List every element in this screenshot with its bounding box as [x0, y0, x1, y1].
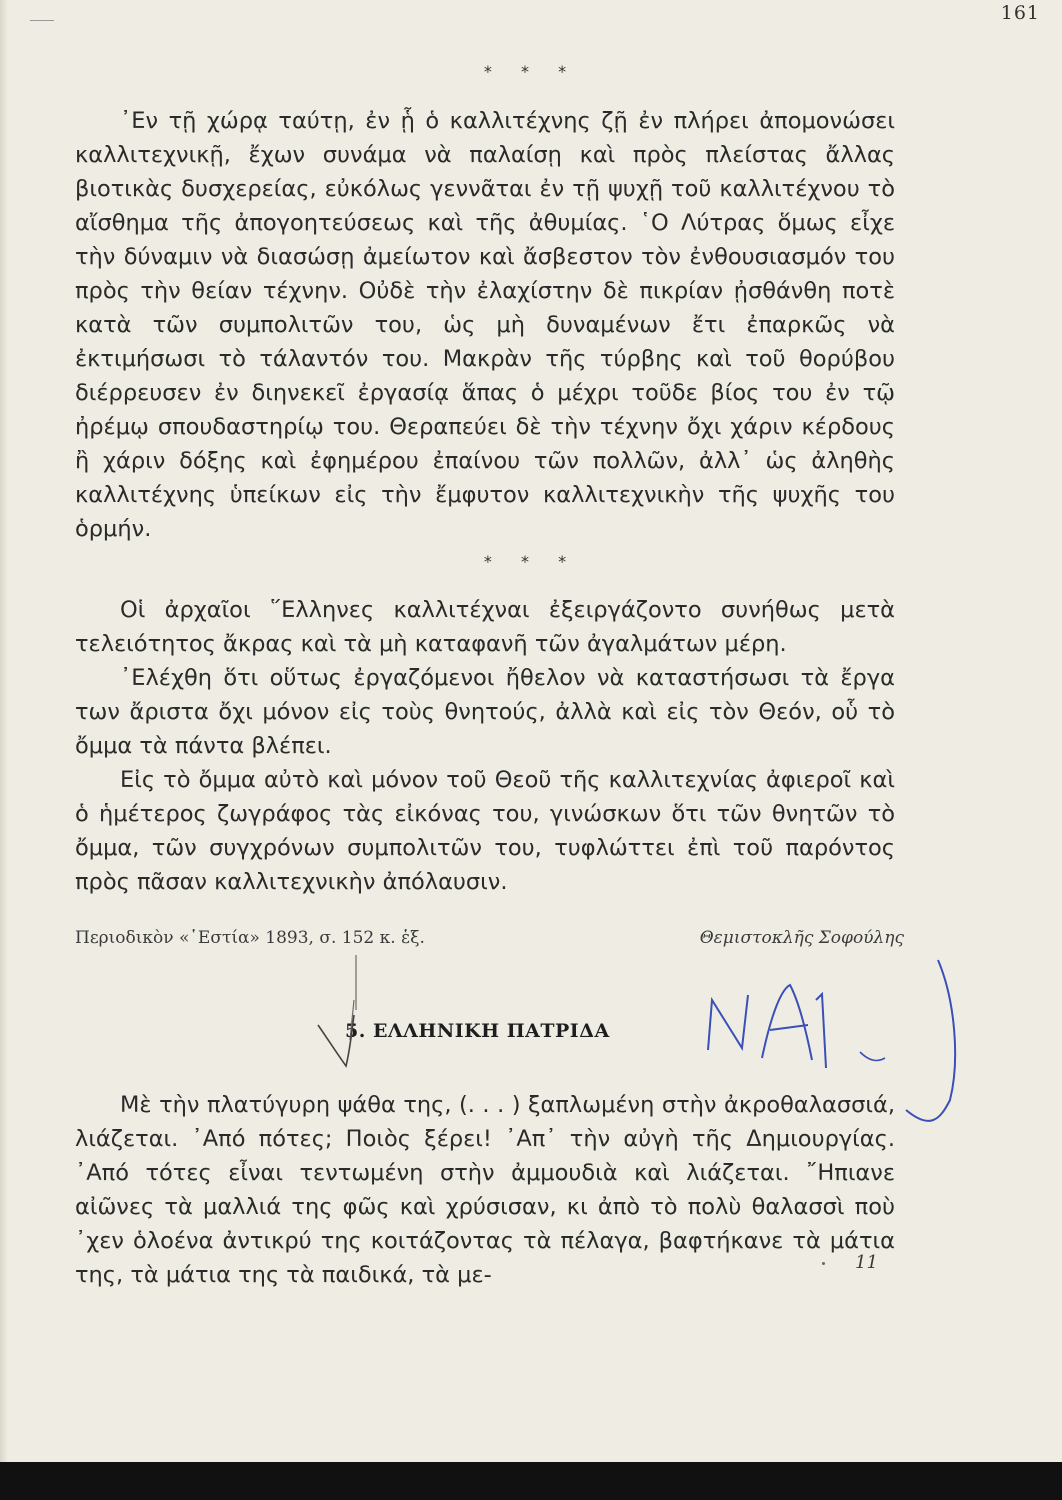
top-margin-dash	[30, 20, 54, 21]
pen-letter-a	[762, 985, 812, 1060]
signature-mark: 11	[855, 1252, 878, 1273]
scan-bottom-band	[0, 1462, 1062, 1500]
paragraph-lytras: ᾿Εν τῇ χώρᾳ ταύτῃ, ἐν ᾗ ὁ καλλιτέχνης ζῇ ἐν πλήρει ἀπομονώσει καλλιτεχνικῇ, ἔχων συνάμα νὰ παλαίσῃ καὶ πρὸς πλείστας ἄλλας βιοτικὰς δυσχερείας, εὐκόλως γεννᾶται ἐν τῇ ψυχῇ τοῦ καλλιτέχνου τὸ αἴσθημα τῆς ἀπογοητεύσεως καὶ τῆς ἀθυμίας. ῾Ο Λύτρας ὅμως εἶχε τὴν δύναμιν νὰ διασώσῃ ἀμείωτον καὶ ἄσβεστον τὸν ἐνθουσιασμόν του πρὸς τὴν θείαν τέχνην. Οὐδὲ τὴν ἐλαχίστην δὲ πικρίαν ᾐσθάνθη ποτὲ κατὰ τῶν συμπολιτῶν του, ὡς μὴ δυναμένων ἔτι ἐπαρκῶς νὰ ἐκτιμήσωσι τὸ τάλαντόν του. Μακρὰν τῆς τύρβης καὶ τοῦ θορύβου διέρρευσεν ἐν διηνεκεῖ ἐργασίᾳ ἅπας ὁ μέχρι τοῦδε βίος του ἐν τῷ ἠρέμῳ σπουδαστηρίῳ του. Θεραπεύει δὲ τὴν τέχνην ὄχι χάριν κέρδους ἢ χάριν δόξης καὶ ἐφημέρου ἐπαίνου τῶν πολλῶν, ἀλλ᾿ ὡς ἀληθὴς καλλιτέχνης ὑπείκων εἰς τὴν ἔμφυτον καλλιτεχνικὴν τῆς ψυχῆς του ὁρμήν.	[75, 108, 895, 542]
paragraph-greek-homeland: Μὲ τὴν πλατύγυρη ψάθα της, (. . . ) ξαπλωμένη στὴν ἀκροθαλασσιά, λιάζεται. ᾿Από πότες; Ποιὸς ξέρει! ᾿Απ᾿ τὴν αὐγὴ τῆς Δημιουργίας. ᾿Από τότες εἶναι τεντωμένη στὴν ἀμμουδιὰ καὶ λιάζεται. ῎Ηπιανε αἰῶνες τὰ μαλλιά της φῶς καὶ χρύσισαν, κι ἀπὸ τὸ πολὺ θαλασσὶ ποὺ ᾿χεν ὁλοένα ἀντικρύ της κοιτάζοντας τὰ πέλαγα, βαφτήκανε τὰ μάτια της, τὰ μάτια της τὰ παιδικά, τὰ με-	[75, 1092, 895, 1288]
pen-letter-i	[816, 994, 826, 1068]
paragraph-eye-of-god: Εἰς τὸ ὄμμα αὐτὸ καὶ μόνον τοῦ Θεοῦ τῆς καλλιτεχνίας ἀφιεροῖ καὶ ὁ ἡμέτερος ζωγράφος τὰς εἰκόνας του, γινώσκων ὅτι τῶν θνητῶν τὸ ὄμμα, τῶν συγχρόνων συμπολιτῶν του, τυφλώττει ἐπὶ τοῦ παρόντος πρὸς πᾶσαν καλλιτεχνικὴν ἀπόλαυσιν.	[75, 767, 895, 895]
paragraph-ancient-greeks: Οἱ ἀρχαῖοι ῞Ελληνες καλλιτέχναι ἐξειργάζοντο συνήθως μετὰ τελειότητος ἄκρας καὶ τὰ μὴ καταφανῆ τῶν ἀγαλμάτων μέρη.	[75, 597, 895, 657]
pen-hook	[860, 1052, 885, 1060]
pen-letter-n	[708, 995, 748, 1050]
page-edge-shadow	[0, 0, 8, 1462]
section-separator-1: * * *	[483, 62, 579, 81]
section-separator-2: * * *	[483, 552, 579, 571]
pen-swoop	[906, 960, 955, 1121]
chapter-heading: 5. ΕΛΛΗΝΙΚΗ ΠΑΤΡΙΔΑ	[345, 1020, 610, 1042]
page-number: 161	[1000, 2, 1040, 24]
paragraph-said: ᾿Ελέχθη ὅτι οὕτως ἐργαζόμενοι ἤθελον νὰ καταστήσωσι τὰ ἔργα των ἄριστα ὄχι μόνον εἰς τοὺς θνητούς, ἀλλὰ καὶ εἰς τὸν Θεόν, οὗ τὸ ὄμμα τὰ πάντα βλέπει.	[75, 665, 895, 759]
footer-dot	[822, 1262, 825, 1265]
source-citation: Περιοδικὸν «῾Εστία» 1893, σ. 152 κ. ἑξ.	[75, 928, 425, 948]
author-name: Θεμιστοκλῆς Σοφούλης	[699, 928, 904, 948]
